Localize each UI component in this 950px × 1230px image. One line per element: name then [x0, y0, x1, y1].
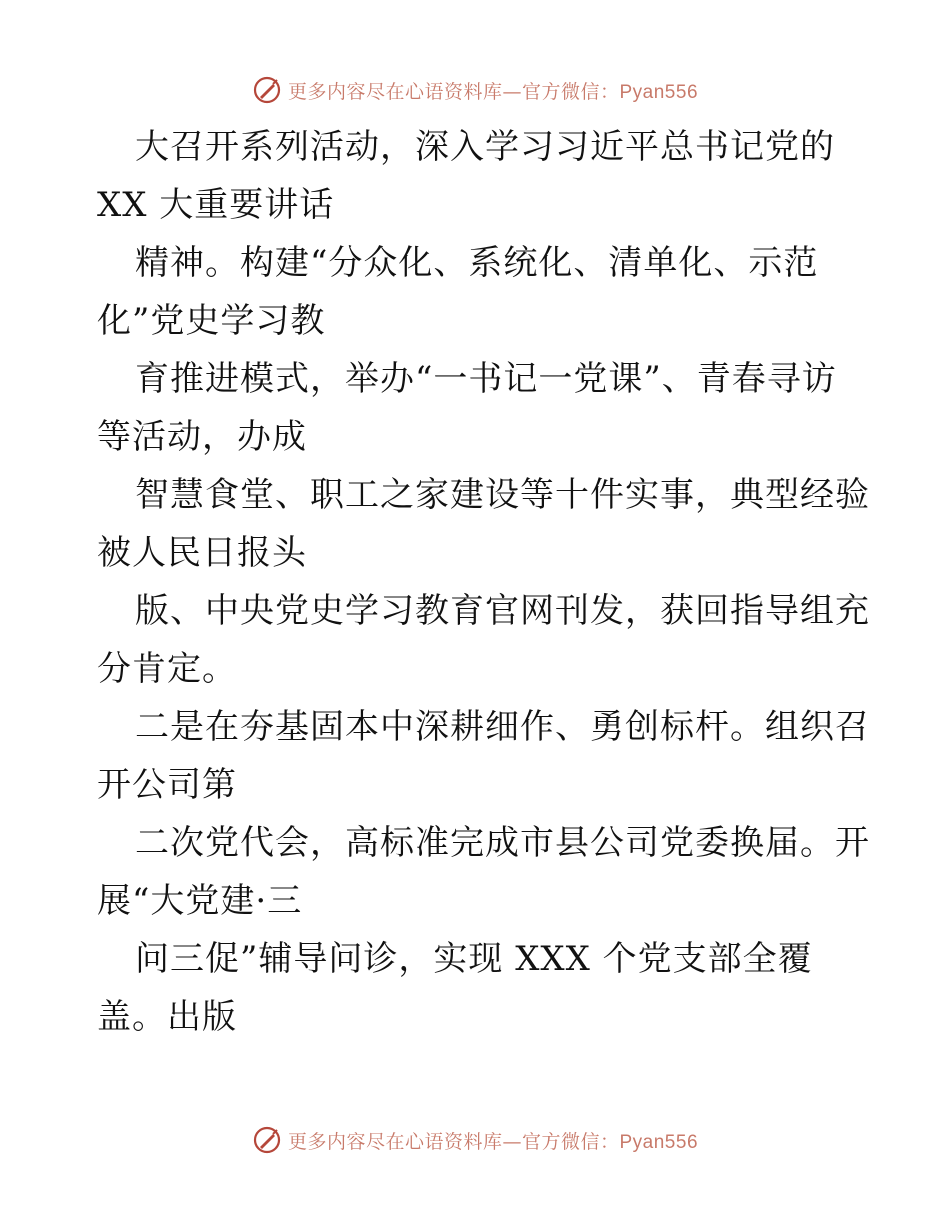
text-line: 版、中央党史学习教育官网刊发，获回指导组充	[135, 591, 870, 631]
quill-pen-logo-icon	[252, 75, 282, 105]
footer-watermark	[0, 1120, 950, 1160]
text-line: 二次党代会，高标准完成市县公司党委换届。开	[135, 823, 870, 863]
text-line: XX 大重要讲话	[97, 185, 335, 225]
text-line: 化”党史学习教	[97, 301, 326, 341]
text-line: 分肯定。	[97, 649, 237, 689]
text-line: 二是在夯基固本中深耕细作、勇创标杆。组织召	[135, 707, 870, 747]
document-body	[97, 118, 870, 1046]
watermark-text: 更多内容尽在心语资料库—官方微信：Pyan556	[287, 80, 699, 103]
quill-pen-logo-icon	[252, 1125, 282, 1155]
text-line: 大召开系列活动，深入学习习近平总书记党的	[135, 127, 835, 167]
text-line: 育推进模式，举办“一书记一党课”、青春寻访	[135, 359, 837, 399]
text-line: 精神。构建“分众化、系统化、清单化、示范	[135, 243, 819, 283]
text-line: 开公司第	[97, 765, 237, 805]
text-line: 等活动，办成	[97, 417, 307, 457]
text-line: 被人民日报头	[97, 533, 307, 573]
text-line: 智慧食堂、职工之家建设等十件实事，典型经验	[135, 475, 870, 515]
watermark-text: 更多内容尽在心语资料库—官方微信：Pyan556	[287, 1130, 699, 1153]
text-line: 问三促”辅导问诊，实现 XXX 个党支部全覆	[135, 939, 813, 979]
text-line: 盖。出版	[97, 997, 237, 1037]
text-line: 展“大党建·三	[97, 881, 303, 921]
header-watermark	[0, 70, 950, 110]
